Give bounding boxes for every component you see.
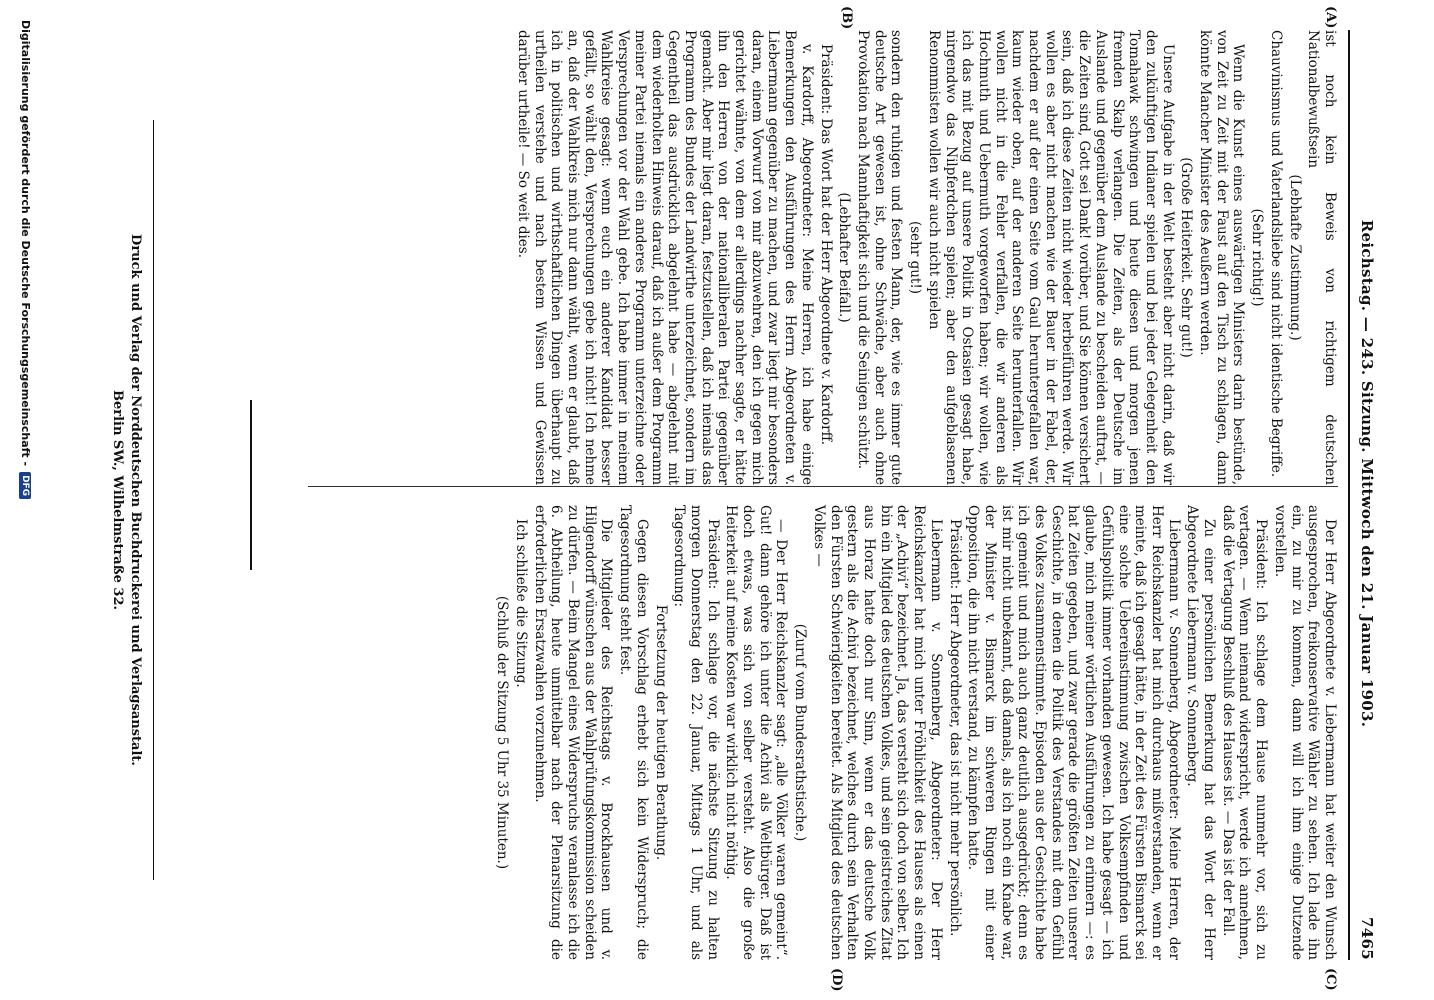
agenda-item: Fortsetzung der heutigen Berathung. [652,604,669,861]
paragraph: Ich schließe die Sitzung. [512,519,529,688]
section-end-rule [250,400,252,570]
interjection: (Sehr richtig!) [1249,208,1266,307]
interjection: (Große Heiterkeit. Sehr gut!) [1178,157,1195,358]
paragraph: Unsere Aufgabe in der Welt besteht aber nicht darin, daß wir den zukünftigen Indianer spielen und bei jeder Gelegenheit den Tomahawk schwingen und heute diesen und morgen jenen fremden Skalp verlangen. Die Zeiten, als der Deutsche im Auslande und gegenüber dem Auslande zu bescheiden auftrat, — die Zeiten sind, Gott sei Dank! vorüber, und Sie können versichert sein, daß ich diese Zeiten nicht wieder herbeiführen werde. Wir wollen es aber nicht machen wie der Bauer in der Fabel, der, nachdem er auf der einen Seite vom Gaul heruntergefallen war, kaum wieder oben, auf der anderen Seite herunterfallen. Wir wollen nicht in die Fehler verfallen, die wir anderen als Hochmuth und Uebermuth vorgeworfen haben; wir wollen, wie ich das mit Bezug auf unsere Politik in Ostasien gesagt habe, nirgendwo das Nilpferdchen spielen; aber den aufgeblasenen Renommisten wollen wir auch nicht spielen [925,30,1176,485]
paragraph: Die Mitglieder des Reichstags v. Brockhausen und v. Hilgendorff wünschen aus der Wahlprüfungskommission scheiden zu dürfen. — Beim Mangel eines Widerspruchs veranlasse ich die 6. Abtheilung, heute unmittelbar nach der Plenarsitzung die erforderlichen Ersatzwahlen vorzunehmen. [531,505,615,960]
interjection: (Zuruf vom Bundesrathstische.) [792,623,809,842]
header-rule [1348,30,1350,960]
margin-mark-d: (D) [829,968,844,992]
margin-mark-a: (A) [1323,6,1338,29]
paragraph: Wenn die Kunst eines auswärtigen Ministers darin bestünde, von Zeit zu Zeit mit der Faust auf den Tisch zu schlagen, dann könnte Mancher Minister des Aeußern werden. [1197,30,1247,485]
speaker-paragraph: Präsident: Herr Abgeordneter, das ist nicht mehr persönlich. [946,519,963,937]
printer-line-1: Druck und Verlag der Norddeutschen Buchdruckerei und Verlagsanstalt. [128,234,143,766]
page-number: 7465 [1358,917,1376,960]
interjection: (Lebhafter Beifall.) [836,192,853,323]
paragraph: sondern den ruhigen und festen Mann, der, wie es immer gute deutsche Art gewesen ist, ohne Schwäche, aber auch ohne Provokation nach Mannhaftigkeit sich und die Seinigen schützt. [855,30,905,485]
dfg-logo-icon: DFG [20,472,32,499]
header-title: Reichstag. — 243. Sitzung. Mittwoch den 21. Januar 1903. [1358,219,1376,728]
interjection: (Lebhafte Zustimmung.) [1286,174,1303,341]
speaker-paragraph: Präsident: Das Wort hat der Herr Abgeordnete v. Kardorff. [817,44,834,446]
footer-text: Digitalisierung gefördert durch die Deutsche Forschungsgemeinschaft - [19,20,32,467]
left-column [512,30,1338,485]
paragraph: Zu einer persönlichen Bemerkung hat das Wort der Herr Abgeordnete Liebermann v. Sonnenberg. [1184,505,1218,960]
speaker-paragraph: Liebermann v. Sonnenberg, Abgeordneter: Der Herr Reichskanzler hat mich unter Fröhlichkeit des Hauses als einen der „Achivi“ bezeichnet. Ja, das versteht sich doch von selber. Ich bin ein Mitglied des deutschen Volkes, und sein geistreiches Zitat aus Horaz hatte doch nur Sinn, wenn er das deutsche Volk gestern als die Achivi bezeichnet, welches durch sein Verhalten den Fürsten Schwierigkeiten bereitet. Als Mitglied des deutschen Volkes — [810,505,944,960]
paragraph: — Der Herr Reichskanzler sagt: „alle Völker waren gemeint“. Gut! dann gehöre ich unter die Achivi als Weltbürger. Daß ist doch etwas, was sich von selber versteht. Also die große Heiterkeit auf meine Kosten war wirklich nicht nöthig. [723,505,790,960]
speaker-paragraph: Präsident: Ich schlage dem Hause nunmehr vor, sich zu vertagen. — Wenn niemand widerspricht, werde ich annehmen, daß die Vertagung Beschluß des Hauses ist. — Das ist der Fall. [1219,505,1270,960]
paragraph: Gegen diesen Vorschlag erhebt sich kein Widerspruch; die Tagesordnung steht fest. [617,505,650,960]
digitization-footer [19,20,32,980]
printer-rule [153,120,154,880]
column-divider [308,486,1338,487]
right-column [492,505,1338,960]
paragraph: ist noch kein Beweis von richtigem deutschen Nationalbewußtsein [1305,30,1338,485]
printer-line-2: Berlin SW., Wilhelmstraße 32. [110,389,125,611]
speaker-paragraph: Präsident: Ich schlage vor, die nächste Sitzung zu halten morgen Donnerstag den 22. Januar, Mittags 1 Uhr, und als Tagesordnung: [671,505,721,960]
interjection: (sehr gut!) [907,220,924,295]
closing-note: (Schluß der Sitzung 5 Uhr 35 Minuten.) [494,595,511,870]
margin-mark-b: (B) [839,6,854,30]
speaker-paragraph: Liebermann v. Sonnenberg, Abgeordneter: Meine Herren, der Herr Reichskanzler hat mich durchaus mißverstanden, wenn er meinte, daß ich gesagt hätte, in der Zeit des Fürsten Bismarck sei eine solche Uebereinstimmung zwischen Volksempfinden und Gefühlspolitik immer vorhanden gewesen. Ich habe gesagt — ich glaube, mich meiner wörtlichen Ausführungen zu erinnern —: es hat Zeiten gegeben, und zwar gerade die größten Zeiten unserer Geschichte, in denen die Politik des Verstandes mit dem Gefühl des Volkes zusammenstimmte. Episoden aus der Geschichte habe ich gemeint und mich auch ganz deutlich ausgedrückt; denn es ist mir nicht unbekannt, daß damals, als ich noch ein Knabe war, der Minister v. Bismarck im schweren Ringen mit einer Opposition, die ihn nicht verstand, zu kämpfen hatte. [965,505,1182,960]
printer-imprint [108,120,144,880]
paragraph: Chauvinismus und Vaterlandsliebe sind nicht identische Begriffe. [1267,30,1284,478]
paragraph: Der Herr Abgeordnete v. Liebermann hat weiter den Wunsch ausgesprochen, freikonservative Wähler zu sehen. Ich lade ihn ein, zu mir zu kommen, dann will ich ihm einige Dutzende vorstellen. [1271,505,1338,960]
margin-mark-c: (C) [1323,968,1338,991]
speaker-paragraph: v. Kardorff, Abgeordneter: Meine Herren, ich habe einige Bemerkungen den Ausführungen des Herrn Abgeordneten v. Liebermann gegenüber zu machen, und zwar liegt mir besonders daran, einem Vorwurf von mir abzuwehren, den ich gegen mich gerichtet wähnte, von dem er allerdings nachher sagte, er hätte ihn den Herren von der nationalliberalen Partei gegenüber gemacht. Aber mir liegt daran, festzustellen, daß ich niemals das Programm des Bundes der Landwirthe unterzeichnet, sondern im Gegentheil das ausdrücklich abgelehnt habe — abgelehnt mit dem wiederholten Hinweis darauf, daß ich außer dem Programm meiner Partei niemals ein anderes Programm unterzeichne oder Versprechungen vor der Wahl gebe. Ich habe immer in meinem Wahlkreise gesagt: wenn euch ein anderer Kandidat besser gefällt, so wählt den, Versprechungen gebe ich nicht! Ich nehme an, daß der Wahlkreis mich nur dann wählt, wenn er glaubt, daß ich in politischen und wirthschaftlichen Dingen überhaupt zu urtheilen verstehe und nach bestem Wissen und Gewissen darüber urtheile! — So weit dies. [514,30,815,485]
page-header [1358,30,1376,960]
